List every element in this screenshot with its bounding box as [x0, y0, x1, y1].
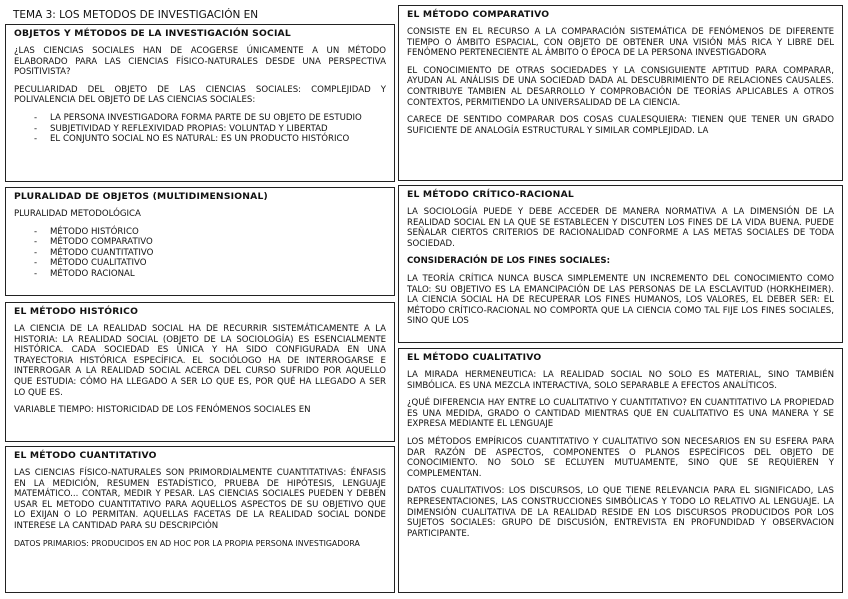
- list-item: - MÉTODO CUANTITATIVO: [14, 248, 386, 259]
- paragraph: LAS CIENCIAS FÍSICO-NATURALES SON PRIMORDIALMENTE CUANTITATIVAS: ÉNFASIS EN LA MEDICIÓN, RESUMEN ESTADÍSTICO, PRUEBA DE HIPÓTESIS, LENGUAJE MATEMÁTICO... CONTAR, MEDIR Y PESAR. LAS CIENCIAS SOCIALES PUEDEN Y DEBEN USAR EL METODO CUANTITATIVO PARA AQUELLOS ASPECTOS DE SU OBJETIVO QUE LO EXIJAN O LO PERMITAN. AQUELLAS FACETAS DE LA REALIDAD SOCIAL DONDE INTERESE LA CANTIDAD PARA SU DESCRIPCIÓN: [14, 468, 386, 531]
- box-objetos-metodos: [5, 24, 395, 182]
- paragraph: ¿LAS CIENCIAS SOCIALES HAN DE ACOGERSE ÚNICAMENTE A UN MÉTODO ELABORADO PARA LAS CIENCIAS FÍSICO-NATURALES DESDE UNA PERSPECTIVA POSITIVISTA?: [14, 46, 386, 78]
- box-title: EL MÉTODO CUALITATIVO: [407, 352, 542, 363]
- subtitle: CONSIDERACIÓN DE LOS FINES SOCIALES:: [407, 256, 611, 267]
- box-metodo-critico-racional: [398, 185, 843, 343]
- box-pluralidad: [5, 187, 395, 296]
- box-metodo-cuantitativo: [5, 446, 395, 593]
- paragraph: CONSISTE EN EL RECURSO A LA COMPARACIÓN SISTEMÁTICA DE FENÓMENOS DE DIFERENTE TIEMPO O ÁMBITO ESPACIAL, CON OBJETO DE OBTENER UNA VISIÓN MÁS RICA Y LIBRE DEL FENÓMENO PERTENECIENTE AL ÁMBITO O ÉPOCA DE LA PERSONA INVESTIGADORA: [407, 27, 834, 59]
- paragraph: EL CONOCIMIENTO DE OTRAS SOCIEDADES Y LA CONSIGUIENTE APTITUD PARA COMPARAR, AYUDAN AL ANÁLISIS DE UNA SOCIEDAD DADA AL DESCUBRIMIENTO DE RELACIONES CAUSALES. CONTRIBUYE TAMBIEN AL DESARROLLO Y COMPROBACIÓN DE TEORÍAS APLICABLES A OTROS CONTEXTOS, PERMITIENDO LA UNIVERSALIDAD DE LA CIENCIA.: [407, 65, 834, 108]
- box-title: EL MÉTODO CRÍTICO-RACIONAL: [407, 189, 574, 200]
- page-title: TEMA 3: LOS METODOS DE INVESTIGACIÓN EN: [13, 9, 259, 21]
- paragraph: LA MIRADA HERMENEUTICA: LA REALIDAD SOCIAL NO SOLO ES MATERIAL, SINO TAMBIÉN SIMBÓLICA. ES UNA MEZCLA INTERACTIVA, SOLO SEPARABLE A EFECTOS ANALÍTICOS.: [407, 370, 834, 391]
- bullet-list: [14, 113, 386, 145]
- paragraph: LA CIENCIA DE LA REALIDAD SOCIAL HA DE RECURRIR SISTEMÁTICAMENTE A LA HISTORIA: LA REALIDAD SOCIAL (OBJETO DE LA SOCIOLOGÍA) ES ESENCIALMENTE HISTÓRICA. CADA SOCIEDAD ES ÚNICA Y HA SIDO CONFIGURADA EN UNA TRAYECTORIA HISTÓRICA ESPECÍFICA. EL SOCIÓLOGO HA DE INTERROGARSE E INTERROGAR A LA REALIDAD SOCIAL ACERCA DEL CURSO SUFRIDO POR AQUELLO QUE ESTUDIA: CÓMO HA LLEGADO A SER LO QUE ES, POR QUÉ HA LLEGADO A SER LO QUE ES.: [14, 324, 386, 398]
- paragraph: VARIABLE TIEMPO: HISTORICIDAD DE LOS FENÓMENOS SOCIALES EN: [14, 405, 311, 416]
- bullet-list: [14, 227, 386, 280]
- paragraph: ¿QUÉ DIFERENCIA HAY ENTRE LO CUALITATIVO Y CUANTITATIVO? EN CUANTITATIVO LA PROPIEDAD ES UNA MEDIDA, GRADO O CANTIDAD MIENTRAS QUE EN CUALITATIVO ES UNA MANERA Y SE EXPRESA MEDIANTE EL LENGUAJE: [407, 398, 834, 430]
- list-item: - MÉTODO CUALITATIVO: [14, 258, 386, 269]
- box-title: EL MÉTODO CUANTITATIVO: [14, 450, 157, 461]
- paragraph: LOS MÉTODOS EMPÍRICOS CUANTITATIVO Y CUALITATIVO SON NECESARIOS EN SU ESFERA PARA DAR RAZÓN DE ASPECTOS, COMPONENTES O PLANOS ESPECÍFICOS DEL OBJETO DE CONOCIMIENTO. NO SOLO SE ECLUYEN MUTUAMENTE, SINO QUE SE REQUIEREN Y COMPLEMENTAN.: [407, 436, 834, 479]
- paragraph: CARECE DE SENTIDO COMPARAR DOS COSAS CUALESQUIERA: TIENEN QUE TENER UN GRADO SUFICIENTE DE ANALOGÍA ESTRUCTURAL Y SIMILAR COMPLEJIDAD. LA: [407, 115, 834, 136]
- list-item: - MÉTODO COMPARATIVO: [14, 237, 386, 248]
- list-item: - LA PERSONA INVESTIGADORA FORMA PARTE DE SU OBJETO DE ESTUDIO: [14, 113, 386, 124]
- paragraph: DATOS PRIMARIOS: PRODUCIDOS EN AD HOC POR LA PROPIA PERSONA INVESTIGADORA: [14, 538, 360, 548]
- list-item: - MÉTODO HISTÓRICO: [14, 227, 386, 238]
- box-metodo-comparativo: [398, 5, 843, 181]
- box-metodo-cualitativo: [398, 348, 843, 593]
- box-title: PLURALIDAD DE OBJETOS (MULTIDIMENSIONAL): [14, 191, 268, 202]
- paragraph: LA SOCIOLOGÍA PUEDE Y DEBE ACCEDER DE MANERA NORMATIVA A LA DIMENSIÓN DE LA REALIDAD SOCIAL EN LA QUE SE ESTABLECEN Y DISCUTEN LOS FINES DE LA VIDA BUENA. PUEDE SEÑALAR CIERTOS CRITERIOS DE RACIONALIDAD CONFORME A LAS METAS SOCIALES DE TODA SOCIEDAD.: [407, 207, 834, 249]
- box-title: EL MÉTODO HISTÓRICO: [14, 306, 139, 317]
- box-title: EL MÉTODO COMPARATIVO: [407, 9, 550, 20]
- box-title: OBJETOS Y MÉTODOS DE LA INVESTIGACIÓN SOCIAL: [14, 28, 291, 39]
- list-item: - SUBJETIVIDAD Y REFLEXIVIDAD PROPIAS: VOLUNTAD Y LIBERTAD: [14, 124, 386, 135]
- paragraph: PLURALIDAD METODOLÓGICA: [14, 209, 141, 219]
- paragraph: PECULIARIDAD DEL OBJETO DE LAS CIENCIAS SOCIALES: COMPLEJIDAD Y POLIVALENCIA DEL OBJETO DE LAS CIENCIAS SOCIALES:: [14, 84, 386, 106]
- box-metodo-historico: [5, 302, 395, 442]
- paragraph: DATOS CUALITATIVOS: LOS DISCURSOS, LO QUE TIENE RELEVANCIA PARA EL SIGNIFICADO, LAS REPRESENTACIONES, LAS CONSTRUCCIONES SIMBÓLICAS Y TODO LO RELATIVO AL LENGUAJE. LA DIMENSIÓN CUALITATIVA DE LA REALIDAD RESIDE EN LOS DISCURSOS PRODUCIDOS POR LOS SUJETOS SOCIALES: GRUPO DE DISCUSIÓN, ENTREVISTA EN PROFUNDIDAD Y OBSERVACION PARTICIPANTE.: [407, 486, 834, 539]
- list-item: - MÉTODO RACIONAL: [14, 269, 386, 280]
- paragraph: LA TEORÍA CRÍTICA NUNCA BUSCA SIMPLEMENTE UN INCREMENTO DEL CONOCIMIENTO COMO TALO: SU OBJETIVO ES LA EMANCIPACIÓN DE LAS PERSONAS DE LA ESCLAVITUD (HORKHEIMER). LA CIENCIA SOCIAL HA DE RECUPERAR LOS FINES HUMANOS, LOS VALORES, EL DEBER SER: EL MÉTODO CRÍTICO-RACIONAL NO COMPORTA QUE LA CIENCIA COMO TAL FIJE LOS FINES SOCIALES, SINO QUE LOS: [407, 273, 834, 327]
- list-item: - EL CONJUNTO SOCIAL NO ES NATURAL: ES UN PRODUCTO HISTÓRICO: [14, 134, 386, 145]
